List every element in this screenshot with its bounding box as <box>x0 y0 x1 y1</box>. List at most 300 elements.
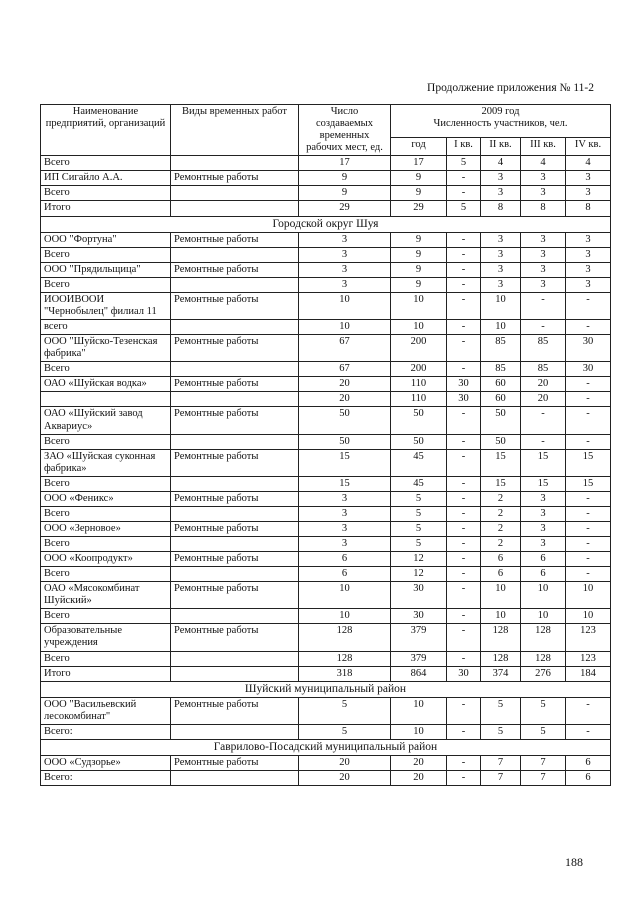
cell-q2: 2 <box>481 506 521 521</box>
cell-q3: 3 <box>521 506 566 521</box>
cell-q2: 15 <box>481 449 521 476</box>
cell-q1: - <box>447 247 481 262</box>
cell-q4: 123 <box>566 651 611 666</box>
cell-year: 12 <box>391 567 447 582</box>
cell-year: 9 <box>391 232 447 247</box>
cell-work-kind <box>171 771 299 786</box>
table-row <box>41 609 611 624</box>
cell-q4: - <box>566 725 611 740</box>
cell-year: 17 <box>391 156 447 171</box>
cell-jobs: 9 <box>299 186 391 201</box>
cell-q2: 3 <box>481 232 521 247</box>
cell-work-kind <box>171 277 299 292</box>
table-row <box>41 725 611 740</box>
cell-organization: Всего <box>41 277 171 292</box>
cell-work-kind: Ремонтные работы <box>171 335 299 362</box>
cell-q4: 10 <box>566 582 611 609</box>
cell-q1: 30 <box>447 666 481 681</box>
table-row <box>41 232 611 247</box>
cell-year: 379 <box>391 651 447 666</box>
table-row <box>41 277 611 292</box>
cell-q3: 10 <box>521 609 566 624</box>
section-title: Городской округ Шуя <box>41 216 611 232</box>
cell-q1: - <box>447 186 481 201</box>
table-row <box>41 624 611 651</box>
cell-q4: - <box>566 320 611 335</box>
cell-q4: 3 <box>566 232 611 247</box>
cell-q3: 3 <box>521 186 566 201</box>
cell-jobs: 3 <box>299 506 391 521</box>
cell-work-kind <box>171 186 299 201</box>
cell-q1: - <box>447 725 481 740</box>
cell-jobs: 5 <box>299 697 391 724</box>
cell-jobs: 10 <box>299 320 391 335</box>
cell-q4: 8 <box>566 201 611 216</box>
cell-q4: - <box>566 552 611 567</box>
cell-year: 10 <box>391 292 447 319</box>
cell-year: 9 <box>391 247 447 262</box>
cell-organization: ООО «Судзорье» <box>41 756 171 771</box>
table-row <box>41 537 611 552</box>
cell-year: 9 <box>391 171 447 186</box>
cell-year: 9 <box>391 186 447 201</box>
cell-q3: 4 <box>521 156 566 171</box>
cell-work-kind: Ремонтные работы <box>171 491 299 506</box>
cell-jobs: 20 <box>299 392 391 407</box>
cell-work-kind: Ремонтные работы <box>171 624 299 651</box>
table-row <box>41 567 611 582</box>
cell-organization: Всего <box>41 506 171 521</box>
cell-organization: ИП Сигайло А.А. <box>41 171 171 186</box>
cell-jobs: 17 <box>299 156 391 171</box>
cell-q4: 15 <box>566 476 611 491</box>
cell-jobs: 128 <box>299 651 391 666</box>
cell-q4: - <box>566 537 611 552</box>
cell-work-kind <box>171 362 299 377</box>
cell-q1: - <box>447 262 481 277</box>
table-row <box>41 247 611 262</box>
cell-q3: 5 <box>521 697 566 724</box>
cell-q4: 30 <box>566 362 611 377</box>
cell-organization: Всего <box>41 434 171 449</box>
table-row <box>41 771 611 786</box>
cell-q1: - <box>447 449 481 476</box>
cell-organization: Итого <box>41 201 171 216</box>
table-row <box>41 651 611 666</box>
cell-q3: 6 <box>521 567 566 582</box>
cell-year: 10 <box>391 320 447 335</box>
cell-work-kind <box>171 609 299 624</box>
cell-organization: Всего <box>41 476 171 491</box>
cell-work-kind: Ремонтные работы <box>171 756 299 771</box>
table-row <box>41 320 611 335</box>
cell-work-kind: Ремонтные работы <box>171 407 299 434</box>
cell-work-kind <box>171 537 299 552</box>
cell-organization: ОАО «Мясокомбинат Шуйский» <box>41 582 171 609</box>
cell-q1: - <box>447 651 481 666</box>
table-row <box>41 552 611 567</box>
temporary-jobs-table <box>40 104 611 786</box>
cell-q3: 3 <box>521 171 566 186</box>
cell-q2: 85 <box>481 362 521 377</box>
cell-work-kind <box>171 247 299 262</box>
cell-q1: - <box>447 609 481 624</box>
header-q1: I кв. <box>447 137 481 155</box>
cell-jobs: 5 <box>299 725 391 740</box>
cell-jobs: 10 <box>299 292 391 319</box>
cell-work-kind <box>171 567 299 582</box>
cell-year: 50 <box>391 434 447 449</box>
table-row <box>41 362 611 377</box>
cell-work-kind <box>171 434 299 449</box>
cell-q1: - <box>447 320 481 335</box>
cell-q1: - <box>447 624 481 651</box>
cell-work-kind: Ремонтные работы <box>171 697 299 724</box>
cell-jobs: 318 <box>299 666 391 681</box>
cell-year: 5 <box>391 537 447 552</box>
cell-jobs: 6 <box>299 552 391 567</box>
cell-q1: - <box>447 232 481 247</box>
cell-year: 200 <box>391 362 447 377</box>
cell-q2: 3 <box>481 186 521 201</box>
section-row <box>41 216 611 232</box>
cell-year: 20 <box>391 756 447 771</box>
cell-organization: Всего <box>41 567 171 582</box>
cell-q2: 7 <box>481 771 521 786</box>
cell-organization: ОАО «Шуйский завод Аквариус» <box>41 407 171 434</box>
table-row <box>41 171 611 186</box>
cell-year: 29 <box>391 201 447 216</box>
cell-q1: - <box>447 335 481 362</box>
cell-q3: - <box>521 292 566 319</box>
cell-work-kind: Ремонтные работы <box>171 582 299 609</box>
cell-work-kind <box>171 156 299 171</box>
cell-work-kind <box>171 320 299 335</box>
cell-jobs: 3 <box>299 521 391 536</box>
cell-organization: Образовательные учреждения <box>41 624 171 651</box>
cell-year: 45 <box>391 449 447 476</box>
table-row <box>41 666 611 681</box>
cell-jobs: 15 <box>299 476 391 491</box>
cell-q3: 20 <box>521 377 566 392</box>
cell-q3: 20 <box>521 392 566 407</box>
cell-q2: 8 <box>481 201 521 216</box>
cell-organization: ООО «Феникс» <box>41 491 171 506</box>
cell-organization: ООО «Зерновое» <box>41 521 171 536</box>
cell-q2: 50 <box>481 434 521 449</box>
cell-jobs: 29 <box>299 201 391 216</box>
cell-q4: 15 <box>566 449 611 476</box>
cell-q4: 123 <box>566 624 611 651</box>
cell-work-kind <box>171 476 299 491</box>
cell-year: 9 <box>391 277 447 292</box>
cell-year: 20 <box>391 771 447 786</box>
cell-q2: 2 <box>481 491 521 506</box>
cell-jobs: 3 <box>299 232 391 247</box>
cell-q3: 8 <box>521 201 566 216</box>
cell-q3: 3 <box>521 521 566 536</box>
cell-q1: 30 <box>447 392 481 407</box>
header-q3: III кв. <box>521 137 566 155</box>
cell-jobs: 3 <box>299 537 391 552</box>
cell-jobs: 67 <box>299 335 391 362</box>
cell-q1: - <box>447 277 481 292</box>
cell-year: 12 <box>391 552 447 567</box>
cell-q2: 3 <box>481 277 521 292</box>
cell-q4: 3 <box>566 262 611 277</box>
cell-q2: 5 <box>481 697 521 724</box>
cell-q4: - <box>566 697 611 724</box>
cell-q2: 10 <box>481 320 521 335</box>
cell-work-kind: Ремонтные работы <box>171 521 299 536</box>
cell-q4: 10 <box>566 609 611 624</box>
cell-jobs: 3 <box>299 262 391 277</box>
table-row <box>41 434 611 449</box>
cell-q4: 3 <box>566 171 611 186</box>
cell-q1: - <box>447 171 481 186</box>
cell-organization: ЗАО «Шуйская суконная фабрика» <box>41 449 171 476</box>
table-row <box>41 377 611 392</box>
header-jobs: Число создаваемых временных рабочих мест, ед. <box>299 105 391 156</box>
cell-q2: 10 <box>481 609 521 624</box>
cell-q3: 3 <box>521 537 566 552</box>
cell-year: 10 <box>391 697 447 724</box>
cell-q3: - <box>521 434 566 449</box>
cell-q4: 184 <box>566 666 611 681</box>
cell-year: 379 <box>391 624 447 651</box>
table-row <box>41 476 611 491</box>
cell-q1: - <box>447 567 481 582</box>
cell-q2: 5 <box>481 725 521 740</box>
cell-jobs: 20 <box>299 756 391 771</box>
cell-q2: 2 <box>481 521 521 536</box>
header-year: год <box>391 137 447 155</box>
cell-organization: ООО "Шуйско-Тезенская фабрика" <box>41 335 171 362</box>
cell-jobs: 67 <box>299 362 391 377</box>
cell-q4: 4 <box>566 156 611 171</box>
cell-year: 110 <box>391 392 447 407</box>
cell-jobs: 20 <box>299 771 391 786</box>
cell-q2: 10 <box>481 582 521 609</box>
cell-q1: - <box>447 552 481 567</box>
cell-q4: 30 <box>566 335 611 362</box>
table-row <box>41 335 611 362</box>
header-year-group: 2009 год Численность участников, чел. <box>391 105 611 138</box>
cell-q1: 5 <box>447 201 481 216</box>
cell-work-kind <box>171 651 299 666</box>
cell-q2: 60 <box>481 377 521 392</box>
table-row <box>41 201 611 216</box>
cell-q4: 6 <box>566 771 611 786</box>
cell-q4: - <box>566 567 611 582</box>
cell-q3: 7 <box>521 771 566 786</box>
cell-q1: - <box>447 434 481 449</box>
cell-organization: Всего <box>41 156 171 171</box>
cell-year: 110 <box>391 377 447 392</box>
cell-organization: ИООИВООИ "Чернобылец" филиал 11 <box>41 292 171 319</box>
cell-work-kind <box>171 392 299 407</box>
cell-q4: - <box>566 506 611 521</box>
cell-q2: 4 <box>481 156 521 171</box>
cell-q2: 60 <box>481 392 521 407</box>
cell-q2: 7 <box>481 756 521 771</box>
cell-q2: 128 <box>481 651 521 666</box>
cell-year: 5 <box>391 491 447 506</box>
cell-jobs: 6 <box>299 567 391 582</box>
section-title: Шуйский муниципальный район <box>41 681 611 697</box>
cell-organization: ООО «Коопродукт» <box>41 552 171 567</box>
cell-organization: Всего <box>41 186 171 201</box>
cell-jobs: 3 <box>299 491 391 506</box>
cell-organization: Всего <box>41 247 171 262</box>
cell-q2: 15 <box>481 476 521 491</box>
continuation-header: Продолжение приложения № 11-2 <box>427 82 594 94</box>
cell-q2: 50 <box>481 407 521 434</box>
header-name: Наименование предприятий, организаций <box>41 105 171 156</box>
cell-q1: - <box>447 521 481 536</box>
cell-organization: Всего <box>41 609 171 624</box>
cell-q3: 10 <box>521 582 566 609</box>
cell-organization: Всего <box>41 362 171 377</box>
cell-q3: 85 <box>521 362 566 377</box>
cell-jobs: 15 <box>299 449 391 476</box>
cell-jobs: 10 <box>299 582 391 609</box>
cell-q1: 30 <box>447 377 481 392</box>
table-row <box>41 392 611 407</box>
cell-organization: ООО "Васильевский лесокомбинат" <box>41 697 171 724</box>
table-row <box>41 521 611 536</box>
cell-jobs: 128 <box>299 624 391 651</box>
cell-q1: - <box>447 362 481 377</box>
cell-organization: всего <box>41 320 171 335</box>
cell-jobs: 20 <box>299 377 391 392</box>
cell-q1: - <box>447 292 481 319</box>
cell-q4: - <box>566 434 611 449</box>
cell-organization: Всего: <box>41 771 171 786</box>
cell-q4: - <box>566 392 611 407</box>
cell-year: 45 <box>391 476 447 491</box>
table-row <box>41 491 611 506</box>
cell-work-kind: Ремонтные работы <box>171 449 299 476</box>
cell-q3: - <box>521 320 566 335</box>
cell-organization: ОАО «Шуйская водка» <box>41 377 171 392</box>
cell-year: 30 <box>391 609 447 624</box>
cell-q1: - <box>447 756 481 771</box>
cell-q2: 3 <box>481 262 521 277</box>
page-number: 188 <box>565 855 583 869</box>
cell-q4: 3 <box>566 277 611 292</box>
table-row <box>41 156 611 171</box>
cell-q3: - <box>521 407 566 434</box>
cell-q3: 5 <box>521 725 566 740</box>
cell-q1: - <box>447 506 481 521</box>
header-q4: IV кв. <box>566 137 611 155</box>
cell-q1: - <box>447 582 481 609</box>
cell-work-kind: Ремонтные работы <box>171 262 299 277</box>
cell-q2: 6 <box>481 552 521 567</box>
cell-year: 9 <box>391 262 447 277</box>
cell-q4: - <box>566 292 611 319</box>
cell-q4: 3 <box>566 247 611 262</box>
cell-q2: 85 <box>481 335 521 362</box>
cell-q1: - <box>447 407 481 434</box>
cell-q3: 128 <box>521 651 566 666</box>
cell-jobs: 50 <box>299 434 391 449</box>
cell-q3: 6 <box>521 552 566 567</box>
cell-q2: 128 <box>481 624 521 651</box>
cell-organization: Всего: <box>41 725 171 740</box>
cell-q2: 374 <box>481 666 521 681</box>
cell-q1: - <box>447 476 481 491</box>
cell-jobs: 3 <box>299 247 391 262</box>
cell-q3: 3 <box>521 491 566 506</box>
header-q2: II кв. <box>481 137 521 155</box>
cell-work-kind: Ремонтные работы <box>171 232 299 247</box>
table-row <box>41 292 611 319</box>
cell-q4: - <box>566 491 611 506</box>
cell-jobs: 10 <box>299 609 391 624</box>
cell-q3: 3 <box>521 277 566 292</box>
cell-q4: 6 <box>566 756 611 771</box>
cell-q1: - <box>447 771 481 786</box>
cell-q4: - <box>566 521 611 536</box>
table-row <box>41 756 611 771</box>
cell-q3: 7 <box>521 756 566 771</box>
cell-q2: 3 <box>481 247 521 262</box>
cell-work-kind: Ремонтные работы <box>171 171 299 186</box>
cell-q4: - <box>566 377 611 392</box>
cell-q1: 5 <box>447 156 481 171</box>
cell-organization: ООО "Прядильщица" <box>41 262 171 277</box>
cell-q3: 15 <box>521 449 566 476</box>
table-row <box>41 186 611 201</box>
cell-organization <box>41 392 171 407</box>
table-row <box>41 407 611 434</box>
table-row <box>41 697 611 724</box>
cell-year: 50 <box>391 407 447 434</box>
cell-year: 5 <box>391 506 447 521</box>
header-kind: Виды временных работ <box>171 105 299 156</box>
section-row <box>41 740 611 756</box>
cell-year: 864 <box>391 666 447 681</box>
table-row <box>41 449 611 476</box>
cell-jobs: 9 <box>299 171 391 186</box>
cell-work-kind <box>171 725 299 740</box>
cell-q3: 85 <box>521 335 566 362</box>
cell-work-kind <box>171 201 299 216</box>
section-row <box>41 681 611 697</box>
cell-organization: Итого <box>41 666 171 681</box>
section-title: Гаврилово-Посадский муниципальный район <box>41 740 611 756</box>
table-row <box>41 262 611 277</box>
cell-q1: - <box>447 537 481 552</box>
cell-work-kind <box>171 666 299 681</box>
cell-work-kind: Ремонтные работы <box>171 377 299 392</box>
cell-work-kind: Ремонтные работы <box>171 552 299 567</box>
cell-q2: 10 <box>481 292 521 319</box>
table-row <box>41 582 611 609</box>
cell-q3: 15 <box>521 476 566 491</box>
cell-work-kind: Ремонтные работы <box>171 292 299 319</box>
cell-year: 10 <box>391 725 447 740</box>
cell-work-kind <box>171 506 299 521</box>
cell-q2: 6 <box>481 567 521 582</box>
cell-year: 5 <box>391 521 447 536</box>
cell-q1: - <box>447 697 481 724</box>
cell-q3: 3 <box>521 232 566 247</box>
cell-q2: 2 <box>481 537 521 552</box>
cell-jobs: 3 <box>299 277 391 292</box>
